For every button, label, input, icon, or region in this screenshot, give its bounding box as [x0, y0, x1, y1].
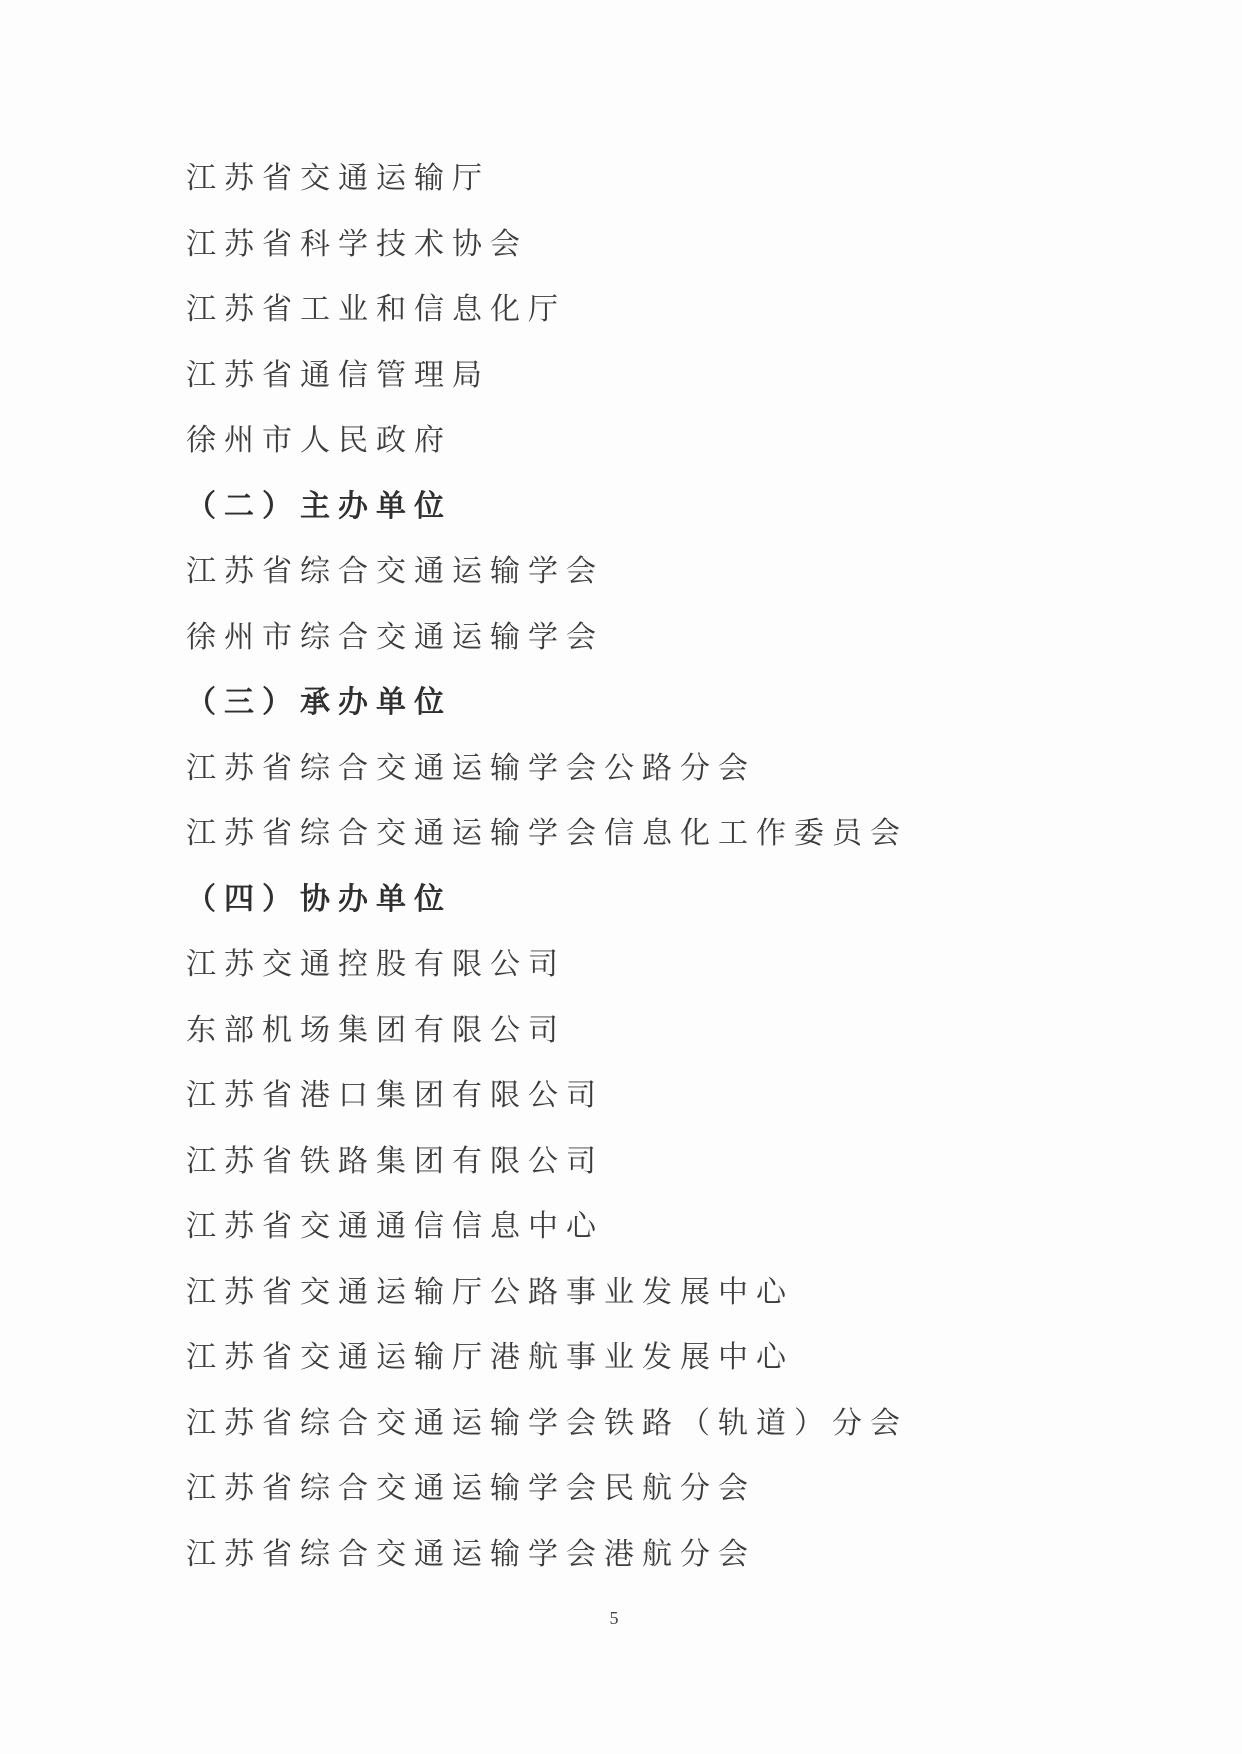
organization-line: 江苏省综合交通运输学会铁路（轨道）分会 — [186, 1405, 908, 1441]
organization-line: 江苏省综合交通运输学会港航分会 — [186, 1536, 756, 1572]
organization-line: 江苏省综合交通运输学会 — [186, 554, 604, 589]
organization-line: 江苏省交通通信信息中心 — [186, 1209, 604, 1244]
document-body — [186, 146, 1086, 1587]
organization-line: 江苏省港口集团有限公司 — [186, 1078, 604, 1113]
organization-line: 徐州市综合交通运输学会 — [186, 619, 604, 655]
section-heading: （二）主办单位 — [186, 488, 452, 524]
organization-line: 徐州市人民政府 — [186, 423, 452, 458]
organization-line: 江苏省科学技术协会 — [186, 226, 528, 262]
organization-line: 江苏省综合交通运输学会信息化工作委员会 — [186, 816, 908, 851]
organization-line: 江苏省交通运输厅公路事业发展中心 — [186, 1274, 794, 1310]
organization-line: 东部机场集团有限公司 — [186, 1012, 566, 1048]
organization-line: 江苏省铁路集团有限公司 — [186, 1143, 604, 1179]
organization-line: 江苏省工业和信息化厅 — [186, 292, 566, 327]
organization-line: 江苏省通信管理局 — [186, 357, 490, 393]
section-heading: （三）承办单位 — [186, 685, 452, 720]
organization-line: 江苏省交通运输厅 — [186, 161, 490, 196]
organization-line: 江苏省交通运输厅港航事业发展中心 — [186, 1340, 794, 1375]
page-number: 5 — [609, 1608, 619, 1628]
section-heading: （四）协办单位 — [186, 881, 452, 917]
organization-line: 江苏省综合交通运输学会民航分会 — [186, 1471, 756, 1506]
organization-line: 江苏交通控股有限公司 — [186, 947, 566, 982]
organization-line: 江苏省综合交通运输学会公路分会 — [186, 750, 756, 786]
